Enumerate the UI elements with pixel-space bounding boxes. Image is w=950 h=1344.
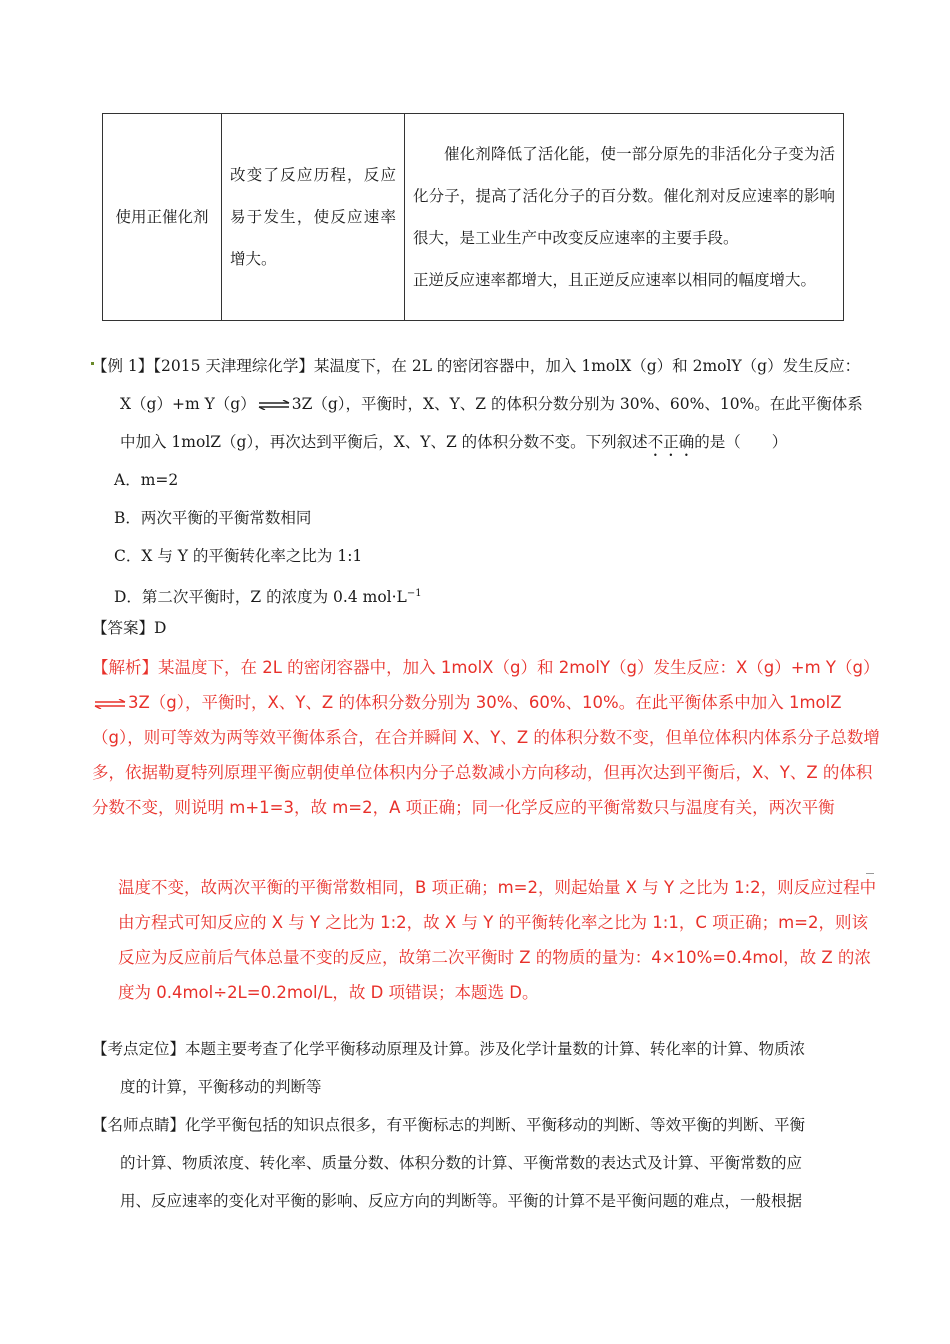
example-line-3-end: 的是（ ） xyxy=(694,433,788,451)
example-line-1 xyxy=(92,347,882,385)
table-cell-condition: 使用正催化剂 xyxy=(103,114,222,321)
analysis-paragraph-2: 温度不变，故两次平衡的平衡常数相同，B 项正确；m=2，则起始量 X 与 Y 之比为 1:2，则反应过程中由方程式可知反应的 X 与 Y 之比为 1:2，故 X 与 Y 的平衡转化率之比为 1:1，C 项正确；m=2，则该反应为反应前后气体总量不变的反应，故第二次平衡时 Z 的物质的量为：4×10%=0.4mol，故 Z 的浓度为 0.4mol÷2L=0.2mol/L，故 D 项错误；本题选 D。 xyxy=(118,878,877,1002)
option-d-superscript: −1 xyxy=(406,588,422,599)
table-cell-explanation xyxy=(405,114,844,321)
explanation-paragraph-2: 正逆反应速率都增大，且正逆反应速率以相同的幅度增大。 xyxy=(413,271,817,289)
example-line-3 xyxy=(92,423,882,461)
answer-line: 【答案】D xyxy=(92,619,167,637)
catalyst-table xyxy=(102,113,844,321)
equation-left: X（g）+m Y（g） xyxy=(120,395,256,413)
kaodian-line-1: 【考点定位】本题主要考查了化学平衡移动原理及计算。涉及化学计量数的计算、转化率的计算、物质浓 xyxy=(92,1040,806,1058)
option-d-text: D．第二次平衡时，Z 的浓度为 0.4 mol·L xyxy=(114,588,407,607)
example-line-3-text: 中加入 1molZ（g），再次达到平衡后，X、Y、Z 的体积分数不变。下列叙述 xyxy=(120,433,648,451)
analysis-text-rest: 3Z（g），平衡时，X、Y、Z 的体积分数分别为 30%、60%、10%。在此平衡体系中加入 1molZ（g），则可等效为两等效平衡体系合，在合并瞬间 X、Y、Z 的体积分数不变，但单位体积内体系分子总数增多，依据勒夏特列原理平衡应朝使单位体积内分子总数减小方向移动，但再次达到平衡后，X、Y、Z 的体积分数不变，则说明 m+1=3，故 m=2，A 项正确；同一化学反应的平衡常数只与温度有关，两次平衡 xyxy=(92,693,880,817)
example-tag: 【例 1】【2015 天津理综化学】 xyxy=(92,357,314,375)
explanation-paragraph-1: 催化剂降低了活化能，使一部分原先的非活化分子变为活化分子，提高了活化分子的百分数。催化剂对反应速率的影响很大，是工业生产中改变反应速率的主要手段。 xyxy=(413,145,835,247)
option-b: B．两次平衡的平衡常数相同 xyxy=(114,509,312,527)
analysis-paragraph-1 xyxy=(92,650,882,825)
option-a: A．m=2 xyxy=(114,471,179,489)
example-line-2 xyxy=(92,385,882,423)
option-c: C．X 与 Y 的平衡转化率之比为 1:1 xyxy=(114,547,363,565)
equation-right: 3Z（g），平衡时，X、Y、Z 的体积分数分别为 30%、60%、10%。在此平衡体系 xyxy=(291,395,863,413)
analysis-text-start: 【解析】某温度下，在 2L 的密闭容器中，加入 1molX（g）和 2molY（g）发生反应：X（g）+m Y（g） xyxy=(92,658,880,677)
mingshi-line-2: 的计算、物质浓度、转化率、质量分数、体积分数的计算、平衡常数的表达式及计算、平衡常数的应 xyxy=(120,1154,803,1172)
mingshi-line-1: 【名师点睛】化学平衡包括的知识点很多，有平衡标志的判断、平衡移动的判断、等效平衡的判断、平衡 xyxy=(92,1116,806,1134)
equilibrium-arrow-icon xyxy=(258,400,290,410)
table-cell-effect: 改变了反应历程，反应易于发生，使反应速率增大。 xyxy=(222,114,405,321)
example-question xyxy=(92,347,882,616)
option-d xyxy=(92,575,882,616)
mingshi-section xyxy=(92,1106,882,1220)
emphasis-not-correct: 不正确 xyxy=(647,433,695,451)
example-stem: 某温度下，在 2L 的密闭容器中，加入 1molX（g）和 2molY（g）发生反应： xyxy=(313,357,861,375)
mingshi-line-3: 用、反应速率的变化对平衡的影响、反应方向的判断等。平衡的计算不是平衡问题的难点，一般根据 xyxy=(120,1192,803,1210)
table-row xyxy=(103,114,844,321)
kaodian-section xyxy=(92,1030,882,1106)
kaodian-line-2: 度的计算，平衡移动的判断等 xyxy=(120,1078,322,1096)
equilibrium-arrow-icon xyxy=(94,699,126,709)
